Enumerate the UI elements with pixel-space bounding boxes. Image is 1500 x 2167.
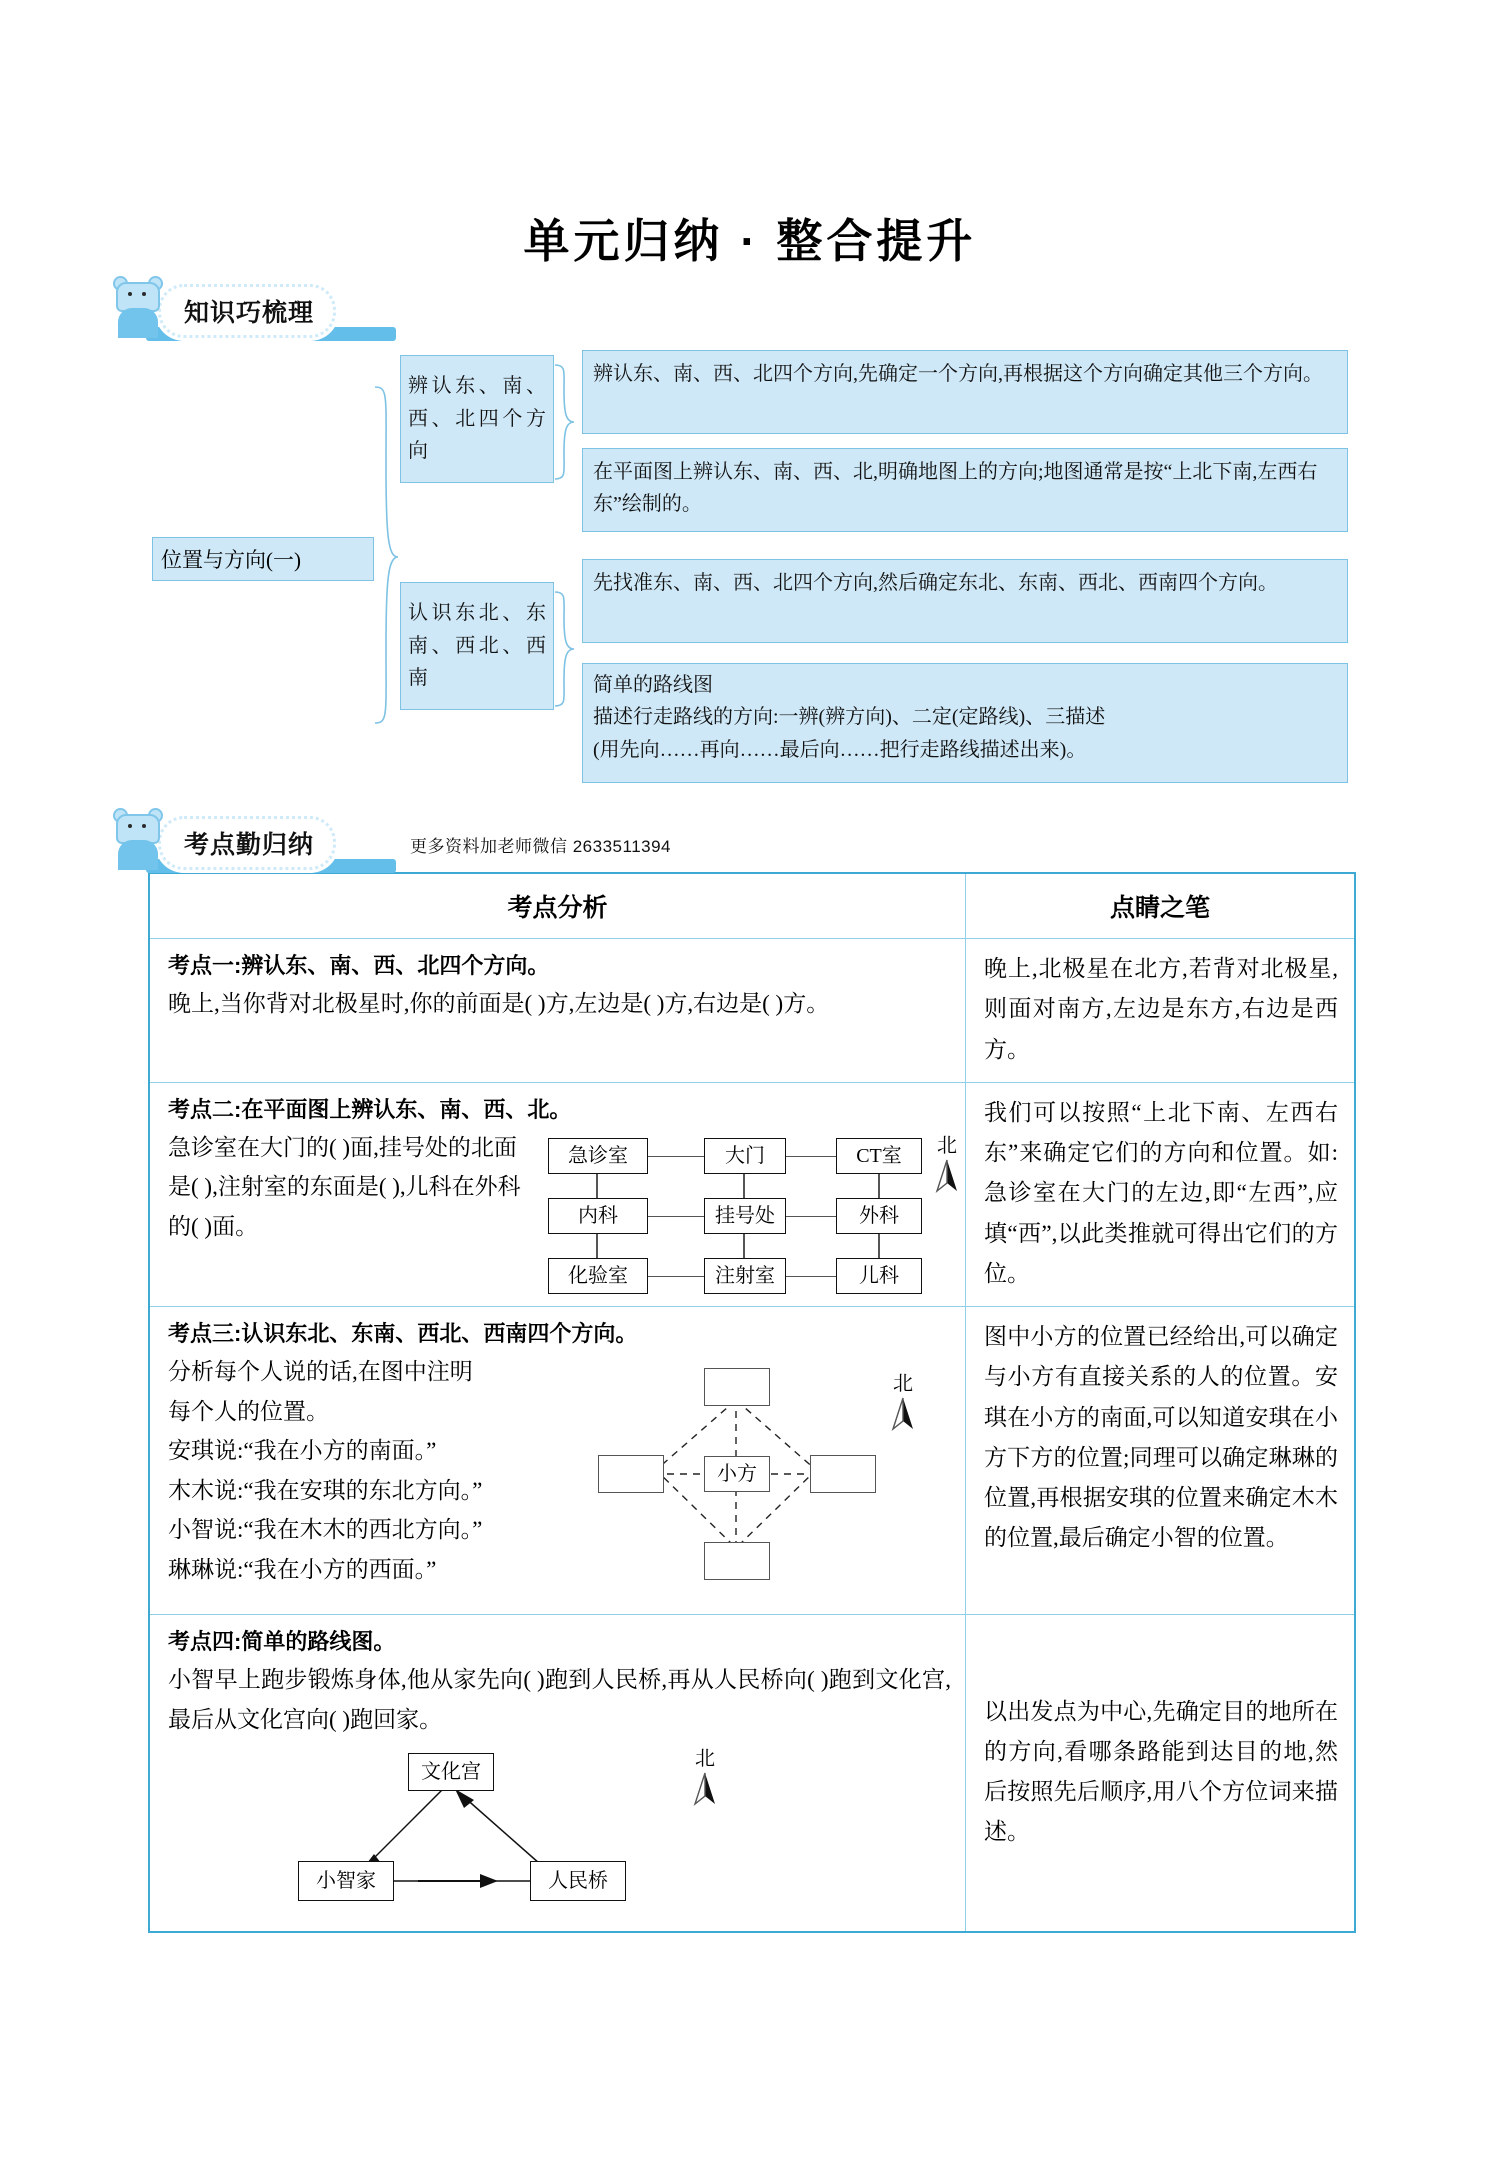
mindmap-leaf-4 xyxy=(582,663,1348,783)
tip-1-cell xyxy=(966,939,1354,1082)
keypoint-3-title: 考点三:认识东北、东南、西北、西南四个方向。 xyxy=(168,1321,638,1346)
keypoint-3-line: 木木说:“我在安琪的东北方向。” xyxy=(168,1477,483,1503)
section-badge-keypoints xyxy=(112,812,336,870)
mindmap-leaf-3: 先找准东、南、西、北四个方向,然后确定东北、东南、西北、西南四个方向。 xyxy=(582,559,1348,643)
tip-3-cell xyxy=(966,1307,1354,1614)
tip-4-cell xyxy=(966,1615,1354,1931)
mindmap-node1-brace xyxy=(554,363,576,481)
watermark-note: 更多资料加老师微信 2633511394 xyxy=(410,837,672,856)
badge-label: 考点勤归纳 xyxy=(184,831,315,859)
cross-box-south xyxy=(704,1542,770,1580)
mindmap-leaf-4-line2: 描述行走路线的方向:一辨(辨方向)、二定(定路线)、三描述 xyxy=(593,706,1106,729)
table-header-analysis: 考点分析 xyxy=(150,874,966,938)
cross-diagram-figure xyxy=(568,1352,951,1602)
hospital-cell: 化验室 xyxy=(548,1258,648,1294)
hospital-cell: 内科 xyxy=(548,1198,648,1234)
route-box-right: 人民桥 xyxy=(530,1861,626,1901)
keypoint-3-line: 小智说:“我在木木的西北方向。” xyxy=(168,1517,483,1543)
route-triangle-figure xyxy=(168,1748,951,1913)
keypoint-4-body: 小智早上跑步锻炼身体,他从家先向( )跑到人民桥,再从人民桥向( )跑到文化宫,最后从文化宫向( )跑回家。 xyxy=(168,1667,951,1732)
keypoint-2-body: 急诊室在大门的( )面,挂号处的北面是( ),注射室的东面是( ),儿科在外科的( )面。 xyxy=(168,1134,521,1239)
mindmap-root-brace xyxy=(374,385,400,725)
keypoint-4-title: 考点四:简单的路线图。 xyxy=(168,1629,396,1654)
section-badge-knowledge xyxy=(112,280,336,338)
mind-map xyxy=(0,0,1500,800)
mindmap-leaf-4-line3: (用先向……再向……最后向……把行走路线描述出来)。 xyxy=(593,738,1087,761)
table-row xyxy=(150,1083,1354,1307)
table-row xyxy=(150,939,1354,1083)
tip-4-text: 以出发点为中心,先确定目的地所在的方向,看哪条路能到达目的地,然后按照先后顺序,用八个方位词来描述。 xyxy=(984,1698,1338,1845)
mindmap-node-1 xyxy=(400,355,554,483)
keypoint-2-title: 考点二:在平面图上辨认东、南、西、北。 xyxy=(168,1096,572,1122)
mindmap-leaf-2: 在平面图上辨认东、南、西、北,明确地图上的方向;地图通常是按“上北下南,左西右东”绘制的。 xyxy=(582,448,1348,532)
keypoint-1-title: 考点一:辨认东、南、西、北四个方向。 xyxy=(168,953,550,978)
mindmap-node-1-label: 辨认东、南、西、北四个方向 xyxy=(408,375,546,463)
mindmap-root: 位置与方向(一) xyxy=(152,537,374,581)
keypoint-1-body: 晚上,当你背对北极星时,你的前面是( )方,左边是( )方,右边是( )方。 xyxy=(168,991,830,1016)
hospital-cell: 挂号处 xyxy=(704,1198,786,1234)
table-header-row xyxy=(150,874,1354,939)
keypoint-3-line: 琳琳说:“我在小方的西面。” xyxy=(168,1556,437,1582)
hospital-grid-figure xyxy=(538,1128,957,1293)
table-row xyxy=(150,1615,1354,1931)
badge-cloud xyxy=(158,284,336,338)
badge-label: 知识巧梳理 xyxy=(184,299,315,327)
keypoint-3-line: 每个人的位置。 xyxy=(168,1398,329,1424)
compass-north-icon: 北 xyxy=(886,1374,920,1431)
hospital-cell: 儿科 xyxy=(836,1258,922,1294)
table-header-tips: 点睛之笔 xyxy=(1109,894,1210,922)
cross-box-center: 小方 xyxy=(704,1456,770,1492)
table-row xyxy=(150,1307,1354,1615)
keypoint-3-line: 安琪说:“我在小方的南面。” xyxy=(168,1438,437,1464)
tip-2-cell xyxy=(966,1083,1354,1306)
hospital-cell: CT室 xyxy=(836,1138,922,1174)
hospital-cell: 外科 xyxy=(836,1198,922,1234)
keypoint-1-cell xyxy=(150,939,966,1082)
route-box-top: 文化宫 xyxy=(408,1753,494,1791)
route-box-left: 小智家 xyxy=(298,1861,394,1901)
cross-box-north xyxy=(704,1368,770,1406)
compass-north-icon: 北 xyxy=(688,1749,722,1806)
hospital-cell: 注射室 xyxy=(704,1258,786,1294)
keypoint-4-cell xyxy=(150,1615,966,1931)
keypoints-table xyxy=(148,872,1356,1933)
badge-cloud xyxy=(158,816,336,870)
mindmap-node-2 xyxy=(400,582,554,710)
mindmap-leaf-4-line1: 简单的路线图 xyxy=(593,674,713,696)
hospital-cell: 急诊室 xyxy=(548,1138,648,1174)
mindmap-node-2-label: 认识东北、东南、西北、西南 xyxy=(408,602,546,690)
page-title: 单元归纳 · 整合提升 xyxy=(523,215,977,267)
keypoint-2-cell xyxy=(150,1083,966,1306)
keypoint-3-line: 分析每个人说的话,在图中注明 xyxy=(168,1359,473,1384)
cross-box-east xyxy=(810,1455,876,1493)
cross-box-west xyxy=(598,1455,664,1493)
compass-north-icon: 北 xyxy=(930,1136,964,1193)
keypoint-3-cell xyxy=(150,1307,966,1614)
tip-3-text: 图中小方的位置已经给出,可以确定与小方有直接关系的人的位置。安琪在小方的南面,可以知道安琪在小方下方的位置;同理可以确定琳琳的位置,再根据安琪的位置来确定木木的位置,最后确定小智的位置。 xyxy=(984,1324,1338,1551)
tip-1-text: 晚上,北极星在北方,若背对北极星,则面对南方,左边是东方,右边是西方。 xyxy=(984,956,1338,1062)
bear-icon xyxy=(112,812,164,870)
tip-2-text: 我们可以按照“上北下南、左西右东”来确定它们的方向和位置。如:急诊室在大门的左边,即“左西”,应填“西”,以此类推就可得出它们的方位。 xyxy=(984,1099,1338,1286)
mindmap-node2-brace xyxy=(554,590,576,708)
hospital-cell: 大门 xyxy=(704,1138,786,1174)
bear-icon xyxy=(112,280,164,338)
mindmap-leaf-1: 辨认东、南、西、北四个方向,先确定一个方向,再根据这个方向确定其他三个方向。 xyxy=(582,350,1348,434)
